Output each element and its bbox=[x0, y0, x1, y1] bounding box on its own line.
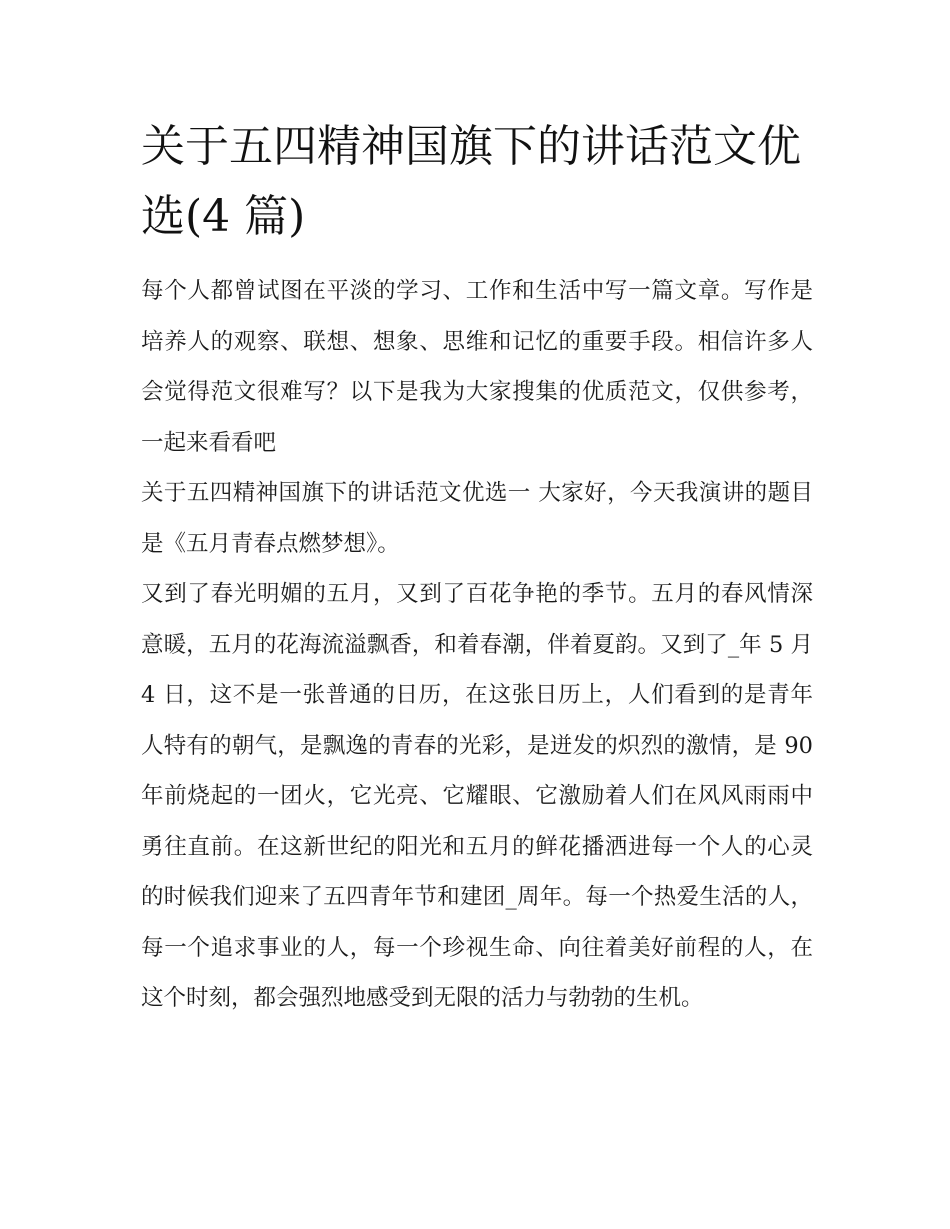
document-title: 关于五四精神国旗下的讲话范文优选(4 篇) bbox=[141, 121, 801, 242]
speech-opening-paragraph: 关于五四精神国旗下的讲话范文优选一 大家好，今天我演讲的题目是《五月青春点燃梦想》。 bbox=[141, 480, 813, 557]
document-body bbox=[141, 112, 813, 1024]
speech-body-paragraph: 又到了春光明媚的五月，又到了百花争艳的季节。五月的春风情深意暖，五月的花海流溢飘香，和着春潮，伴着夏韵。又到了_年 5 月 4 日，这不是一张普通的日历，在这张日历上，人们看到的是青年人特有的朝气，是飘逸的青春的光彩，是迸发的炽烈的激情，是 90 年前烧起的一团火，它光亮、它耀眼、它激励着人们在风风雨雨中勇往直前。在这新世纪的阳光和五月的鲜花播洒进每一个人的心灵的时候我们迎来了五四青年节和建团_周年。每一个热爱生活的人，每一个追求事业的人，每一个珍视生命、向往着美好前程的人，在这个时刻，都会强烈地感受到无限的活力与勃勃的生机。 bbox=[141, 581, 813, 1011]
intro-paragraph: 每个人都曾试图在平淡的学习、工作和生活中写一篇文章。写作是培养人的观察、联想、想象、思维和记忆的重要手段。相信许多人会觉得范文很难写？以下是我为大家搜集的优质范文，仅供参考，一起来看看吧 bbox=[141, 278, 813, 456]
paragraph-list bbox=[141, 266, 813, 1024]
